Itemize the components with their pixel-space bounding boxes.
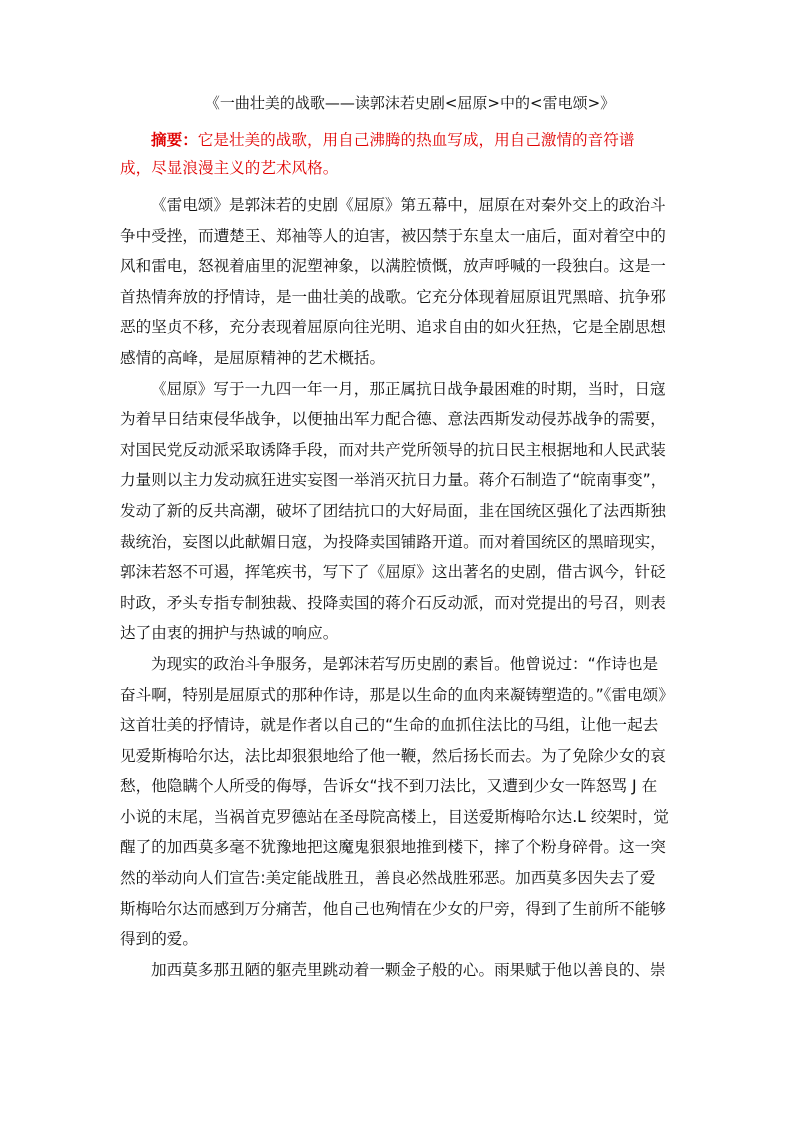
- text-line: 对国民党反动派采取诱降手段，而对共产党所领导的抗日民主根据地和人民武装: [120, 440, 666, 459]
- abstract-label: 摘要：: [151, 131, 198, 149]
- text-line: 时政，矛头专指专制独裁、投降卖国的蒋介石反动派，而对党提出的号召，则表: [120, 593, 666, 612]
- text-line: 小说的末尾，当祸首克罗德站在圣母院高楼上，目送爱斯梅哈尔达.L 绞架时，觉: [120, 807, 669, 826]
- text-line: 然的举动向人们宣告:美定能战胜丑，善良必然战胜邪恶。加西莫多因失去了爱: [120, 869, 656, 888]
- text-line: 《屈原》写于一九四一年一月，那正属抗日战争最困难的时期，当时，日寇: [151, 379, 666, 398]
- text-line: 发动了新的反共高潮，破坏了团结抗口的大好局面，韭在国统区强化了法西斯独: [120, 501, 666, 520]
- text-line: 郭沫若怒不可遏，挥笔疾书，写下了《屈原》这出著名的史剧，借古讽今，针砭: [120, 563, 666, 582]
- text-line: 为着早日结束侵华战争，以便抽出军力配合德、意法西斯发动侵苏战争的需要，: [120, 410, 666, 429]
- text-line: 首热情奔放的抒情诗，是一曲壮美的战歌。它充分体现着屈原诅咒黑暗、抗争邪: [120, 287, 666, 306]
- body-text: [120, 190, 680, 985]
- text-line: 恶的坚贞不移，充分表现着屈原向往光明、追求自由的如火狂热，它是全剧思想: [120, 318, 666, 337]
- text-line: 《雷电颂》是郭沫若的史剧《屈原》第五幕中，屈原在对秦外交上的政治斗: [151, 196, 666, 214]
- text-line: 这首壮美的抒情诗，就是作者以自己的“生命的血抓住法比的马组，让他一起去: [120, 716, 659, 735]
- text-line: 见爱斯梅哈尔达，法比却狠狠地给了他一鞭，然后扬长而去。为了免除少女的哀: [120, 746, 666, 765]
- document-title: 《一曲壮美的战歌——读郭沫若史剧<屈原>中的<雷电颂>》: [204, 94, 616, 112]
- abstract-line: 成，尽显浪漫主义的艺术风格。: [120, 159, 339, 177]
- paragraph-4: [120, 955, 680, 986]
- text-line: 醒了的加西莫多毫不犹豫地把这魔鬼狠狠地推到楼下，摔了个粉身碎骨。这一突: [120, 838, 666, 857]
- text-line: 奋斗啊，特别是屈原式的那种作诗，那是以生命的血肉来凝铸塑造的。”《雷电颂》: [120, 685, 674, 704]
- text-line: 为现实的政治斗争服务，是郭沫若写历史剧的素旨。他曾说过：“作诗也是: [151, 654, 659, 673]
- text-line: 感情的高峰，是屈原精神的艺术概括。: [120, 348, 386, 367]
- text-line: 加西莫多那丑陋的躯壳里跳动着一颗金子般的心。雨果赋于他以善良的、崇: [151, 960, 666, 979]
- paragraph-2: [120, 374, 680, 649]
- text-line: 风和雷电，怒视着庙里的泥塑神象，以满腔愤慨，放声呼喊的一段独白。这是一: [120, 257, 666, 276]
- text-line: 争中受挫，而遭楚王、郑袖等人的迫害，被囚禁于东皇太一庙后，面对着空中的: [120, 226, 666, 245]
- text-line: 达了由衷的拥护与热诚的响应。: [120, 624, 339, 643]
- text-line: 愁，他隐瞒个人所受的侮辱，告诉女“找不到刀法比，又遭到少女一阵怒骂 J 在: [120, 777, 658, 796]
- paragraph-3: [120, 649, 680, 955]
- text-line: 力量则以主力发动疯狂进实妄图一举消灭抗日力量。蒋介石制造了“皖南事变”，: [120, 471, 667, 490]
- abstract-text: 它是壮美的战歌，用自己沸腾的热血写成，用自己激情的音符谱: [197, 131, 635, 149]
- text-line: 裁统治，妄图以此献媚日寇，为投降卖国铺路开道。而对着国统区的黑暗现实，: [120, 532, 666, 551]
- text-line: 得到的爱。: [120, 930, 198, 949]
- abstract-block: [120, 126, 680, 182]
- text-line: 斯梅哈尔达而感到万分痛苦，他自己也殉情在少女的尸旁，得到了生前所不能够: [120, 899, 666, 918]
- abstract-line: [120, 126, 680, 154]
- paragraph-1: [120, 190, 680, 374]
